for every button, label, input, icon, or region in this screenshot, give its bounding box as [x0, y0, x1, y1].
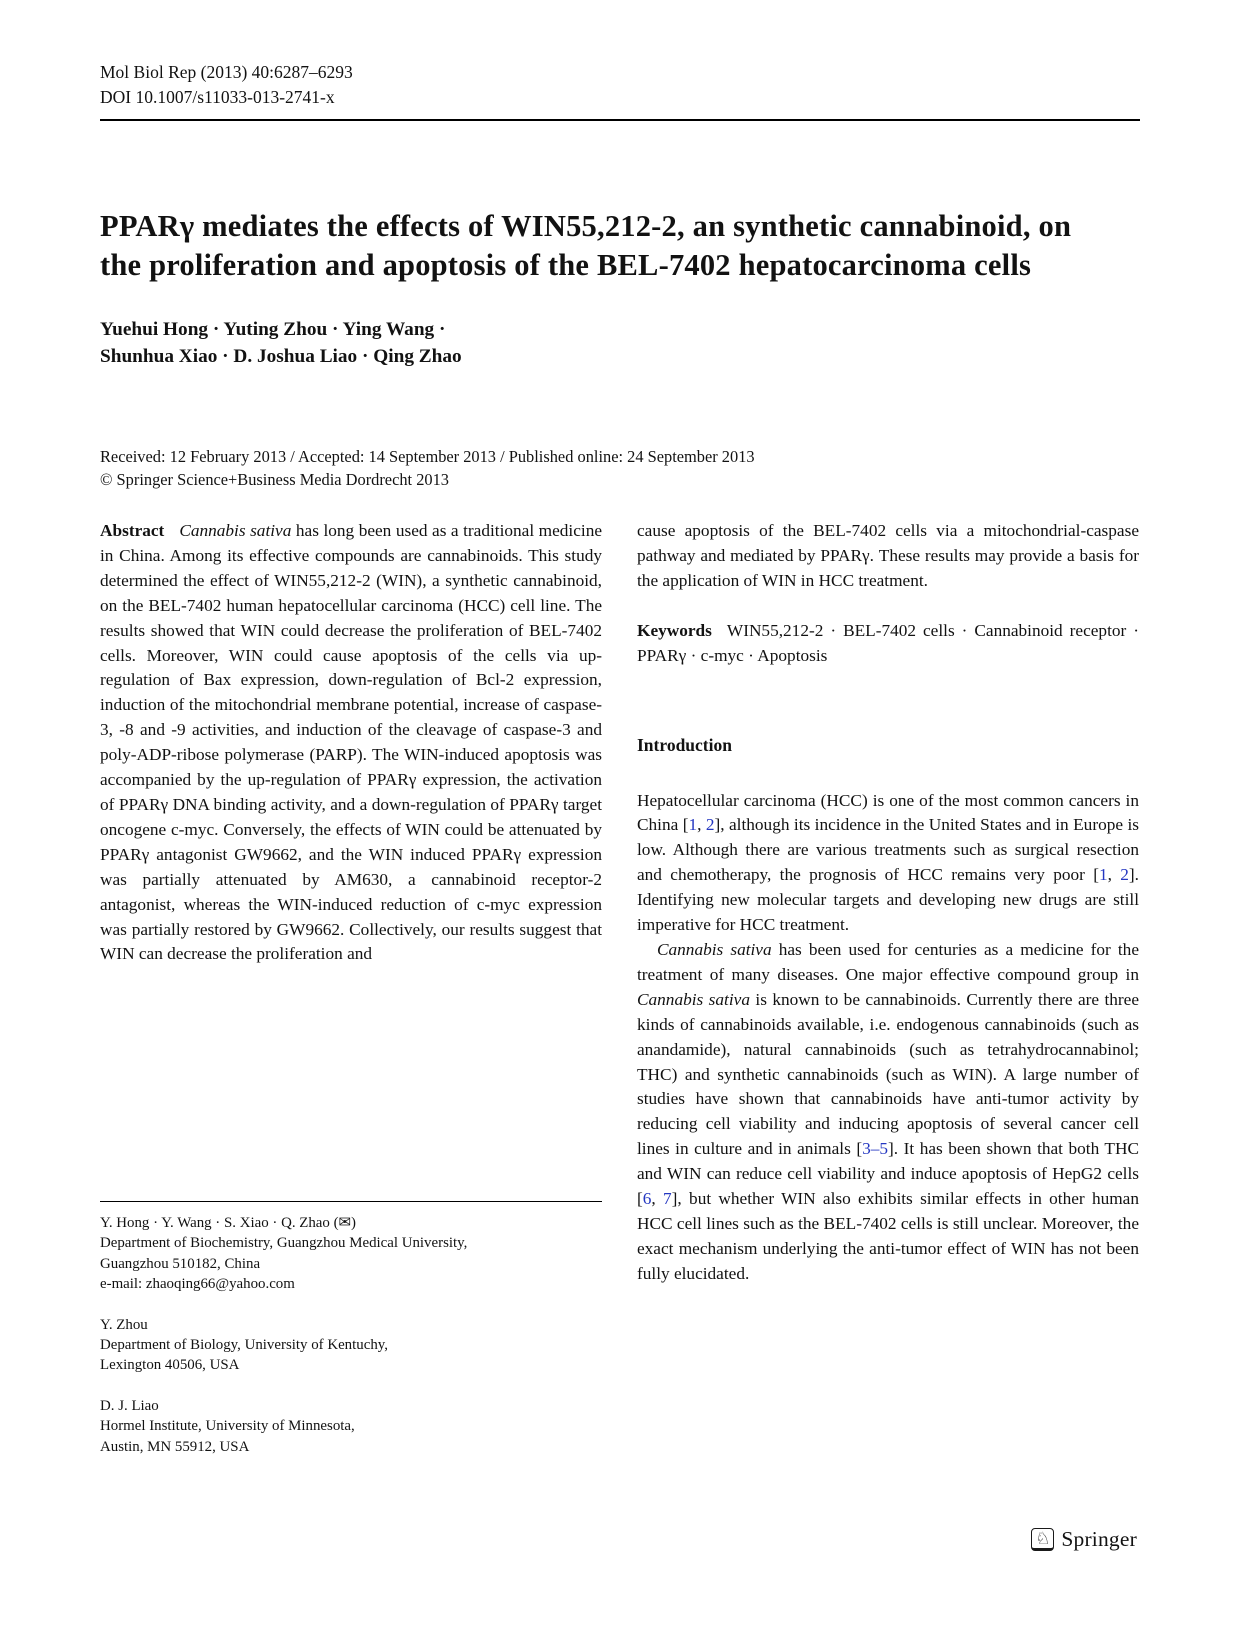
journal-volume-line: Mol Biol Rep (2013) 40:6287–6293: [100, 62, 353, 82]
section-heading-introduction: Introduction: [637, 734, 732, 755]
copyright-line: © Springer Science+Business Media Dordrecht 2013: [100, 469, 449, 489]
text-segment: has long been used as a traditional medicine in China. Among its effective compounds are cannabinoids. This study determined the effect of WIN55,212-2 (WIN), a synthetic cannabinoid, on the BEL-7402 human hepatocellular carcinoma (HCC) cell line. The results showed that WIN could decrease the proliferation of BEL-7402 cells. Moreover, WIN could cause apoptosis of the cells via up-regulation of Bax expression, down-regulation of Bcl-2 expression, induction of the mitochondrial membrane potential, increase of caspase-3, -8 and -9 activities, and induction of the cleavage of caspase-3 and poly-ADP-ribose polymerase (PARP). The WIN-induced apoptosis was accompanied by the up-regulation of PPARγ expression, the activation of PPARγ DNA binding activity, and a down-regulation of PPARγ target oncogene c-myc. Conversely, the effects of WIN could be attenuated by PPARγ antagonist GW9662, and the WIN induced PPARγ expression was partially attenuated by AM630, a cannabinoid receptor-2 antagonist, whereas the WIN-induced reduction of c-myc expression was partially restored by GW9662. Collectively, our results suggest that WIN can decrease the proliferation and: [100, 521, 603, 964]
text-segment: ]. Identifying new molecular targets and developing new drugs are still imperative for HCC treatment.: [637, 865, 1139, 935]
text-segment: ,: [1107, 865, 1121, 885]
affiliation-block: [100, 1213, 602, 1295]
text-segment: ,: [651, 1189, 664, 1209]
affiliation-line: e-mail: zhaoqing66@yahoo.com: [100, 1276, 295, 1293]
springer-knight-icon: ♘: [1031, 1528, 1054, 1551]
citation-ref[interactable]: 3–5: [862, 1139, 889, 1159]
text-segment: is known to be cannabinoids. Currently there are three kinds of cannabinoids available, i.e. endogenous cannabinoids (such as anandamide), natural cannabinoids (such as tetrahydrocannabinol; THC) and synthetic cannabinoids (such as WIN). A large number of studies have shown that cannabinoids have anti-tumor activity by reducing cell viability and inducing apoptosis of several cancer cell lines in culture and in animals [: [637, 989, 1140, 1159]
author-line: Yuehui Hong · Yuting Zhou · Ying Wang ·: [100, 319, 446, 340]
affiliation-block: [100, 1315, 602, 1376]
citation-ref[interactable]: 6: [642, 1189, 652, 1209]
citation-ref[interactable]: 2: [705, 815, 715, 835]
abstract-text-col1: [100, 521, 602, 963]
text-segment: ], although its incidence in the United States and in Europe is low. Although there are various treatments such as surgical resection and chemotherapy, the prognosis of HCC remains very poor [: [637, 815, 1139, 885]
affiliation-line: Y. Hong · Y. Wang · S. Xiao · Q. Zhao (✉): [100, 1214, 356, 1231]
text-segment: Cannabis sativa: [179, 521, 292, 540]
left-column: [100, 519, 602, 1457]
journal-header: [100, 0, 1140, 121]
text-segment: Cannabis sativa: [637, 989, 750, 1009]
text-segment: Cannabis sativa: [657, 939, 772, 959]
article-history: [100, 446, 1140, 491]
keywords-paragraph: [637, 619, 1139, 669]
publisher-name: Springer: [1061, 1527, 1137, 1551]
journal-doi-line: DOI 10.1007/s11033-013-2741-x: [100, 87, 335, 107]
affiliation-line: Lexington 40506, USA: [100, 1357, 240, 1374]
citation-ref[interactable]: 7: [663, 1189, 672, 1209]
article-title: PPARγ mediates the effects of WIN55,212-2, an synthetic cannabinoid, on the proliferation and apoptosis of the BEL-7402 hepatocarcinoma cells: [100, 209, 1072, 282]
keywords-text: WIN55,212-2 · BEL-7402 cells · Cannabinoid receptor · PPARγ · c-myc · Apoptosis: [637, 620, 1139, 665]
citation-ref[interactable]: 2: [1120, 865, 1129, 885]
affiliation-line: D. J. Liao: [100, 1397, 159, 1414]
text-segment: ]. It has been shown that both THC and WIN can reduce cell viability and induce apoptosis of HepG2 cells [: [637, 1139, 1139, 1209]
citation-ref[interactable]: 1: [688, 815, 698, 835]
affiliation-block: [100, 1396, 602, 1457]
affiliation-line: Guangzhou 510182, China: [100, 1255, 261, 1272]
keywords-label: Keywords: [637, 620, 712, 640]
right-column: [637, 519, 1139, 1457]
affiliation-list: [100, 1213, 602, 1457]
publisher-logo: [1031, 1527, 1137, 1552]
introduction-paragraph-1: [637, 789, 1139, 938]
text-segment: has been used for centuries as a medicine for the treatment of many diseases. One major effective compound group in: [637, 939, 1139, 984]
affiliation-line: Y. Zhou: [100, 1316, 148, 1333]
author-line: Shunhua Xiao · D. Joshua Liao · Qing Zhao: [100, 346, 462, 367]
author-list: [100, 316, 1140, 370]
affiliation-footnotes: [100, 1201, 602, 1457]
abstract-label: Abstract: [100, 521, 165, 540]
text-segment: ,: [697, 815, 706, 835]
header-rule: [100, 119, 1140, 121]
citation-ref[interactable]: 1: [1099, 865, 1108, 885]
affiliation-line: Department of Biochemistry, Guangzhou Medical University,: [100, 1235, 468, 1252]
affiliation-line: Austin, MN 55912, USA: [100, 1438, 250, 1455]
abstract-paragraph: [100, 519, 602, 967]
affiliation-line: Department of Biology, University of Kentuchy,: [100, 1336, 388, 1353]
two-column-body: [100, 519, 1140, 1457]
footnote-rule: [100, 1201, 602, 1202]
text-segment: Hepatocellular carcinoma (HCC) is one of the most common cancers in China [: [637, 790, 1139, 835]
history-line: Received: 12 February 2013 / Accepted: 14 September 2013 / Published online: 24 September 2013: [100, 447, 755, 466]
affiliation-line: Hormel Institute, University of Minnesota,: [100, 1418, 355, 1435]
abstract-continuation: cause apoptosis of the BEL-7402 cells via a mitochondrial-caspase pathway and mediated by PPARγ. These results may provide a basis for the application of WIN in HCC treatment.: [637, 521, 1139, 590]
introduction-paragraph-2: [637, 938, 1139, 1287]
text-segment: ], but whether WIN also exhibits similar effects in other human HCC cell lines such as the BEL-7402 cells is still unclear. Moreover, the exact mechanism underlying the anti-tumor effect of WIN has not been fully elucidated.: [637, 1189, 1139, 1283]
